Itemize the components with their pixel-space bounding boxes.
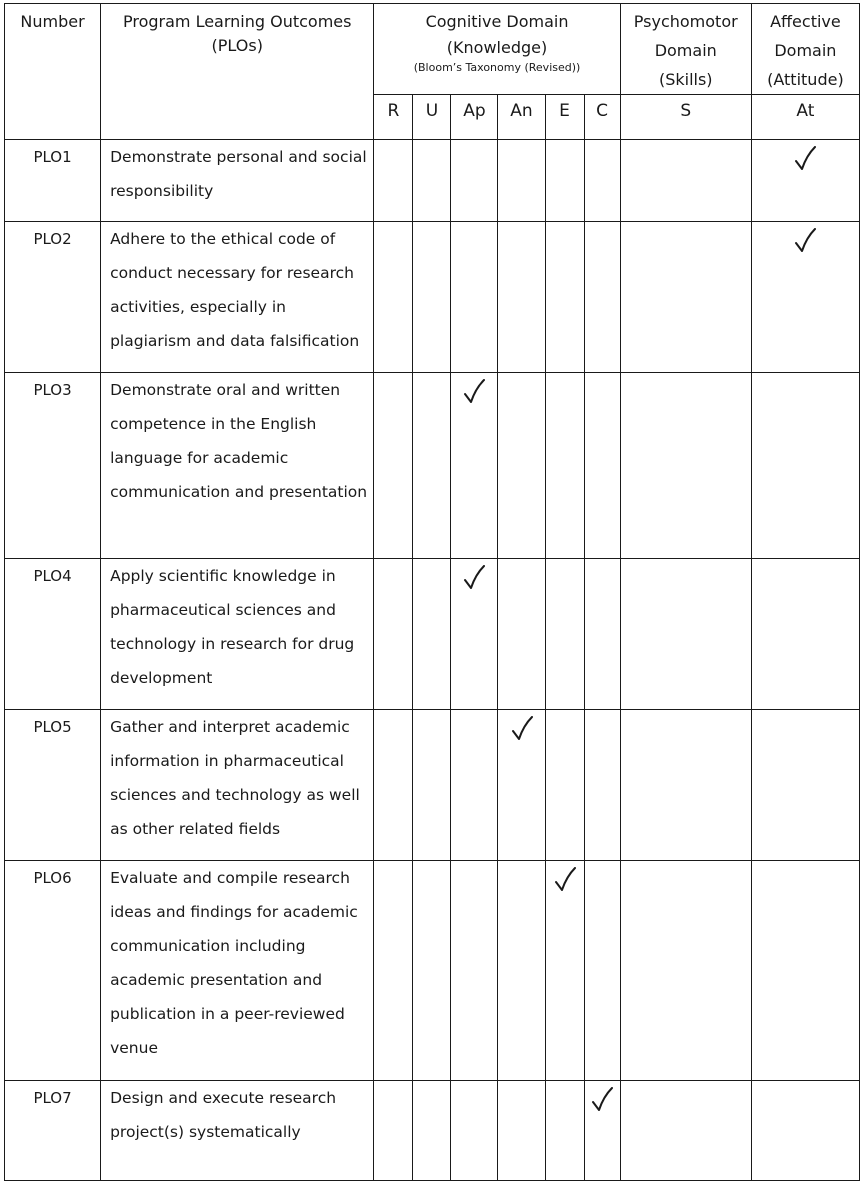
plo-number: PLO2 <box>5 222 101 373</box>
header-row-top <box>5 4 860 95</box>
table-row <box>5 222 860 373</box>
psychomotor-domain-header <box>620 4 751 95</box>
domain-cell-ap <box>451 222 498 373</box>
cognitive-domain-header <box>374 4 620 95</box>
domain-cell-u <box>413 710 451 861</box>
plo-header-line1: Program Learning Outcomes <box>122 12 352 31</box>
plo-description: Demonstrate personal and social responsibility <box>101 140 374 222</box>
domain-cell-an <box>498 140 545 222</box>
domain-cell-ap <box>451 1081 498 1181</box>
checkmark-icon <box>511 716 533 742</box>
psychomotor-header-line3: (Skills) <box>658 70 713 89</box>
domain-cell-s <box>620 222 751 373</box>
plo-number: PLO4 <box>5 559 101 710</box>
checkmark-icon <box>463 379 485 405</box>
checkmark-icon <box>591 1087 613 1113</box>
column-header-an: An <box>498 95 545 140</box>
domain-cell-at <box>751 140 859 222</box>
column-header-s: S <box>620 95 751 140</box>
domain-cell-s <box>620 559 751 710</box>
domain-cell-r <box>374 140 413 222</box>
column-header-ap: Ap <box>451 95 498 140</box>
domain-cell-u <box>413 559 451 710</box>
domain-cell-e <box>545 861 584 1081</box>
table-row <box>5 710 860 861</box>
column-header-c: C <box>584 95 620 140</box>
domain-cell-r <box>374 222 413 373</box>
domain-cell-ap <box>451 559 498 710</box>
column-header-at: At <box>751 95 859 140</box>
domain-cell-c <box>584 373 620 559</box>
domain-cell-at <box>751 861 859 1081</box>
domain-cell-an <box>498 373 545 559</box>
domain-cell-ap <box>451 710 498 861</box>
domain-cell-an <box>498 861 545 1081</box>
plo-number: PLO7 <box>5 1081 101 1181</box>
plo-table-body <box>5 140 860 1181</box>
domain-cell-r <box>374 559 413 710</box>
domain-cell-u <box>413 222 451 373</box>
domain-cell-ap <box>451 140 498 222</box>
plo-description: Adhere to the ethical code of conduct necessary for research activities, especially in plagiarism and data falsification <box>101 222 374 373</box>
domain-cell-u <box>413 1081 451 1181</box>
plo-description: Design and execute research project(s) systematically <box>101 1081 374 1181</box>
plo-header <box>101 4 374 140</box>
checkmark-icon <box>794 228 816 254</box>
domain-cell-e <box>545 373 584 559</box>
domain-cell-c <box>584 710 620 861</box>
domain-cell-r <box>374 373 413 559</box>
domain-cell-an <box>498 222 545 373</box>
domain-cell-at <box>751 710 859 861</box>
table-row <box>5 1081 860 1181</box>
affective-header-line2: Domain <box>774 41 837 60</box>
plo-number: PLO1 <box>5 140 101 222</box>
domain-cell-c <box>584 861 620 1081</box>
domain-cell-an <box>498 559 545 710</box>
psychomotor-header-line2: Domain <box>654 41 717 60</box>
domain-cell-at <box>751 559 859 710</box>
table-row <box>5 861 860 1081</box>
domain-cell-r <box>374 1081 413 1181</box>
domain-cell-e <box>545 559 584 710</box>
domain-cell-e <box>545 222 584 373</box>
domain-cell-s <box>620 861 751 1081</box>
cognitive-header-line2: (Knowledge) <box>446 38 548 57</box>
affective-header-line1: Affective <box>770 12 841 31</box>
table-row <box>5 373 860 559</box>
plo-description: Gather and interpret academic information in pharmaceutical sciences and technology as well as other related fields <box>101 710 374 861</box>
plo-number: PLO3 <box>5 373 101 559</box>
domain-cell-u <box>413 140 451 222</box>
column-header-r: R <box>374 95 413 140</box>
plo-number: PLO6 <box>5 861 101 1081</box>
domain-cell-s <box>620 140 751 222</box>
number-header-label: Number <box>20 12 85 31</box>
table-row <box>5 559 860 710</box>
number-header <box>5 4 101 140</box>
affective-domain-header <box>751 4 859 95</box>
domain-cell-c <box>584 222 620 373</box>
domain-cell-e <box>545 1081 584 1181</box>
domain-cell-at <box>751 1081 859 1181</box>
domain-cell-c <box>584 140 620 222</box>
domain-cell-an <box>498 710 545 861</box>
plo-description: Apply scientific knowledge in pharmaceutical sciences and technology in research for drug development <box>101 559 374 710</box>
plo-number: PLO5 <box>5 710 101 861</box>
domain-cell-ap <box>451 861 498 1081</box>
table-row <box>5 140 860 222</box>
plo-mapping-table <box>4 3 860 1181</box>
cognitive-header-line1: Cognitive Domain <box>425 12 569 31</box>
cognitive-header-line3: (Bloom’s Taxonomy (Revised)) <box>413 61 581 74</box>
domain-cell-c <box>584 559 620 710</box>
domain-cell-s <box>620 1081 751 1181</box>
domain-cell-e <box>545 140 584 222</box>
checkmark-icon <box>794 146 816 172</box>
domain-cell-an <box>498 1081 545 1181</box>
domain-cell-s <box>620 710 751 861</box>
domain-cell-e <box>545 710 584 861</box>
checkmark-icon <box>463 565 485 591</box>
domain-cell-r <box>374 861 413 1081</box>
plo-description: Evaluate and compile research ideas and findings for academic communication including academic presentation and publication in a peer-reviewed venue <box>101 861 374 1081</box>
affective-header-line3: (Attitude) <box>767 70 844 89</box>
domain-cell-r <box>374 710 413 861</box>
column-header-u: U <box>413 95 451 140</box>
domain-cell-ap <box>451 373 498 559</box>
plo-description: Demonstrate oral and written competence in the English language for academic communication and presentation <box>101 373 374 559</box>
psychomotor-header-line1: Psychomotor <box>633 12 738 31</box>
domain-cell-at <box>751 373 859 559</box>
domain-cell-s <box>620 373 751 559</box>
domain-cell-c <box>584 1081 620 1181</box>
domain-cell-at <box>751 222 859 373</box>
plo-header-line2: (PLOs) <box>211 36 263 55</box>
column-header-e: E <box>545 95 584 140</box>
domain-cell-u <box>413 373 451 559</box>
checkmark-icon <box>554 867 576 893</box>
domain-cell-u <box>413 861 451 1081</box>
